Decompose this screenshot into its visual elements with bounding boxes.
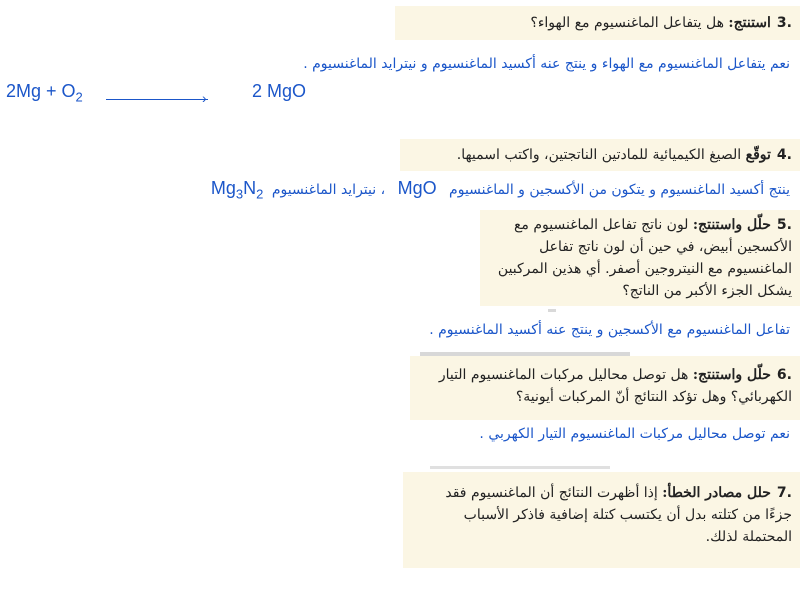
question-number: .6: [776, 367, 792, 383]
question-number: .7: [776, 485, 792, 501]
question-3: [395, 6, 800, 40]
question-text: هل توصل محاليل مركبات الماغنسيوم التيار الكهربائي؟ وهل تؤكد النتائج أنّ المركبات أيونية؟: [438, 367, 792, 405]
answer-4: [211, 178, 790, 202]
question-number: .3: [776, 15, 792, 31]
question-5: [480, 210, 800, 306]
scan-artifact: [548, 309, 556, 312]
question-text: لون ناتج تفاعل الماغنسيوم مع الأكسجين أبيض، في حين أن لون ناتج تفاعل الماغنسيوم مع النيتروجين أصفر. أي هذين المركبين يشكل الجزء الأكبر من الناتج؟: [497, 217, 792, 299]
question-keyword: حلل مصادر الخطأ:: [662, 485, 771, 501]
equation-subscript: 2: [75, 89, 83, 105]
answer-4-mid: ، نيترايد الماغنسيوم: [271, 182, 386, 198]
question-text: الصيغ الكيميائية للمادتين الناتجتين، واكتب اسميها.: [456, 147, 746, 163]
question-keyword: حلّل واستنتج:: [692, 217, 771, 233]
equation-left: 2Mg + O: [6, 81, 76, 101]
question-keyword: توقّع: [745, 147, 771, 163]
question-keyword: استنتج:: [728, 15, 771, 31]
formula-mgo: MgO: [397, 178, 437, 198]
question-text: هل يتفاعل الماغنسيوم مع الهواء؟: [530, 15, 729, 31]
question-6: [410, 356, 800, 420]
question-4: [400, 139, 800, 171]
question-text: إذا أظهرت النتائج أن الماغنسيوم فقد جزءًا من كتلته بدل أن يكتسب كتلة إضافية فاذكر الأسباب المحتملة لذلك.: [445, 485, 792, 545]
question-7: [403, 472, 800, 568]
question-number: .5: [776, 217, 792, 233]
scan-artifact: [430, 466, 610, 469]
question-number: .4: [776, 147, 792, 163]
question-keyword: حلّل واستنتج:: [692, 367, 771, 383]
formula-mg3n2: $Mg_3N_2$: [210, 178, 264, 202]
equation-right: 2 MgO: [252, 81, 307, 101]
answer-4-prefix: ينتج أكسيد الماغنسيوم و يتكون من الأكسجين و الماغنسيوم: [449, 182, 790, 198]
answer-5: تفاعل الماغنسيوم مع الأكسجين و ينتج عنه أكسيد الماغنسيوم .: [429, 322, 790, 338]
answer-6: نعم توصل محاليل مركبات الماغنسيوم التيار الكهربي .: [479, 426, 790, 442]
answer-3: نعم يتفاعل الماغنسيوم مع الهواء و ينتج عنه أكسيد الماغنسيوم و نيترايد الماغنسيوم .: [303, 56, 790, 72]
chemical-equation: [6, 81, 406, 107]
reaction-arrow: [106, 99, 208, 100]
arrow-head-icon: ›: [202, 90, 207, 106]
